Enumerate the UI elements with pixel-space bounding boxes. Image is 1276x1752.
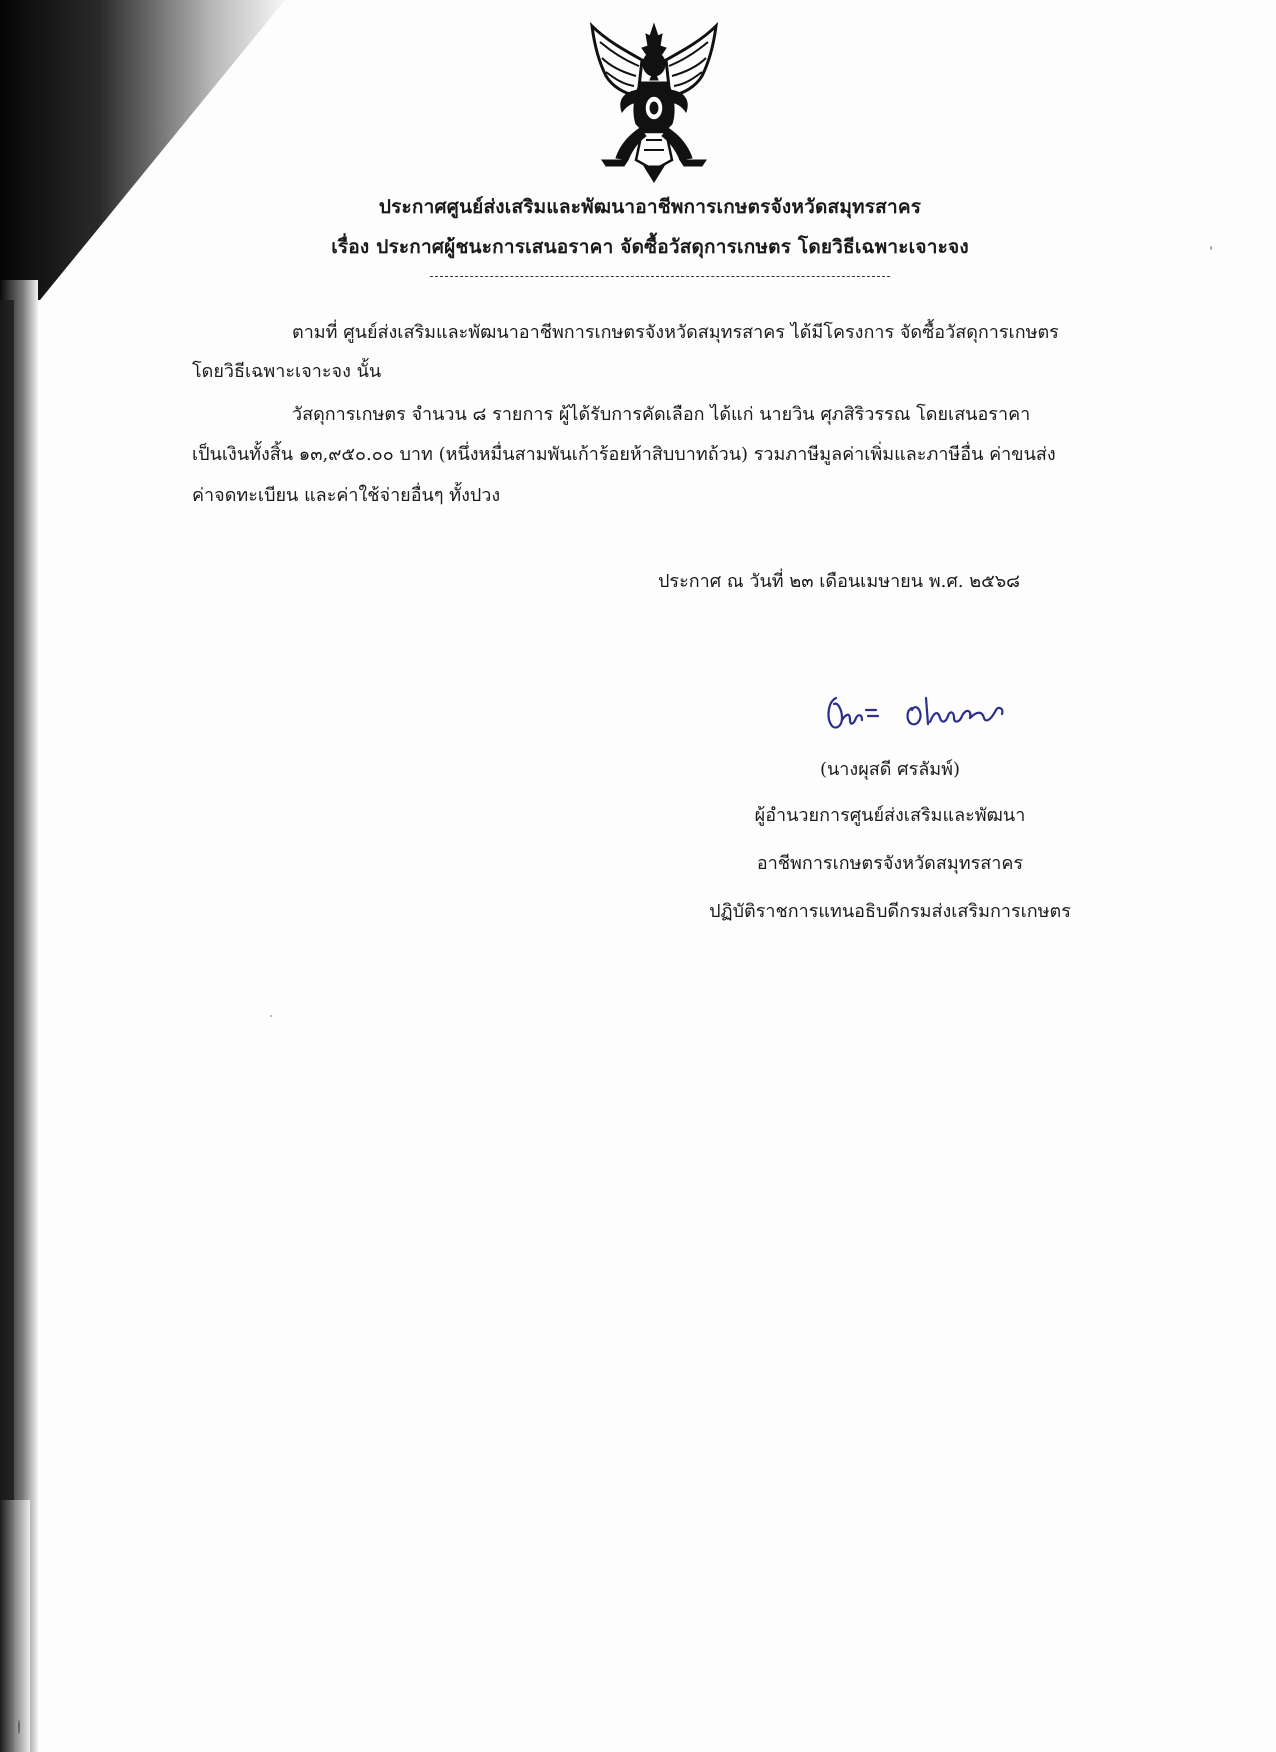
title-divider [430,276,890,277]
signatory-position-line-2: อาชีพการเกษตรจังหวัดสมุทรสาคร [756,853,1024,874]
paragraph-1-line-1: ตามที่ ศูนย์ส่งเสริมและพัฒนาอาชีพการเกษตรจังหวัดสมุทรสาคร ได้มีโครงการ จัดซื้อวัสดุการเกษตร [292,322,1059,343]
announcement-subject: เรื่อง ประกาศผู้ชนะการเสนอราคา จัดซื้อวัสดุการเกษตร โดยวิธีเฉพาะเจาะจง [331,236,969,258]
signatory-position-line-3: ปฏิบัติราชการแทนอธิบดีกรมส่งเสริมการเกษตร [709,901,1071,922]
signatory-position-line-1: ผู้อำนวยการศูนย์ส่งเสริมและพัฒนา [754,805,1026,826]
garuda-emblem-icon [584,20,724,185]
signatory-name: (นางผุสดี ศรลัมพ์) [819,759,961,780]
announcement-title: ประกาศศูนย์ส่งเสริมและพัฒนาอาชีพการเกษตรจังหวัดสมุทรสาคร [378,196,922,218]
scan-fold-shadow [0,0,300,1752]
paragraph-2-line-1: วัสดุการเกษตร จำนวน ๘ รายการ ผู้ได้รับการคัดเลือก ได้แก่ นายวิน ศุภสิริวรรณ โดยเสนอราคา [292,404,1031,425]
handwritten-signature [820,688,1030,738]
paragraph-1-line-2: โดยวิธีเฉพาะเจาะจง นั้น [192,361,382,382]
paragraph-2-line-2: เป็นเงินทั้งสิ้น ๑๓,๙๕๐.๐๐ บาท (หนึ่งหมื่นสามพันเก้าร้อยห้าสิบบาทถ้วน) รวมภาษีมูลค่าเพิ่มและภาษีอื่น ค่าขนส่ง [192,444,1056,465]
paragraph-2-line-3: ค่าจดทะเบียน และค่าใช้จ่ายอื่นๆ ทั้งปวง [192,485,501,506]
announcement-date: ประกาศ ณ วันที่ ๒๓ เดือนเมษายน พ.ศ. ๒๕๖๘ [658,571,1021,592]
